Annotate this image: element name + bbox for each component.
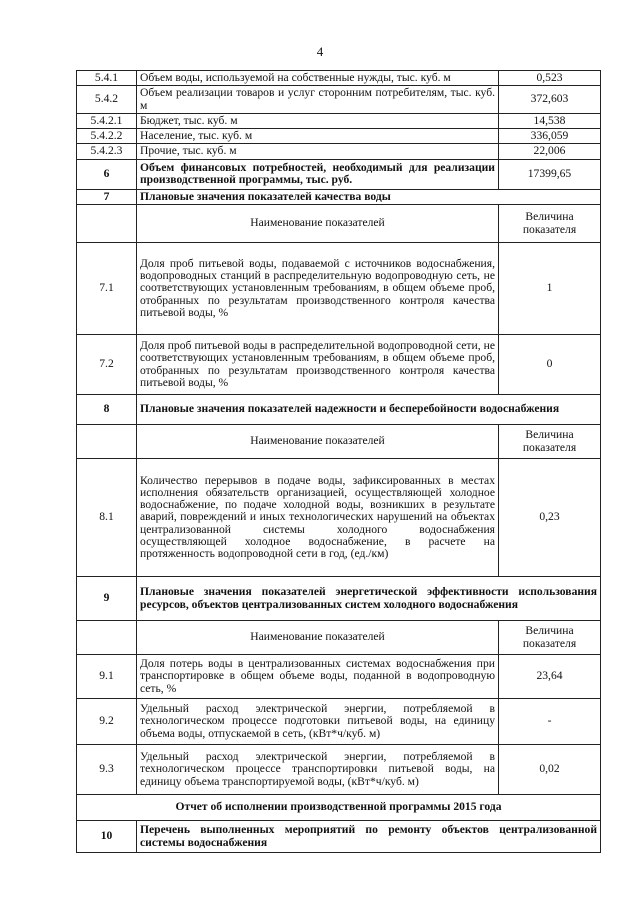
row-value: 336,059: [499, 129, 601, 144]
row-text: Объем воды, используемой на собственные нужды, тыс. куб. м: [137, 71, 499, 86]
table-row: [77, 71, 601, 86]
header-name: Наименование показателей: [137, 621, 499, 655]
row-number: 9.2: [77, 699, 137, 745]
row-number: 5.4.2.2: [77, 129, 137, 144]
header-value: Величина показателя: [499, 425, 601, 459]
header-name: Наименование показателей: [137, 425, 499, 459]
section-number: 9: [77, 577, 137, 621]
section-title: Плановые значения показателей энергетической эффективности использования ресурсов, объектов централизованных систем холодного водоснабжения: [137, 577, 601, 621]
report-title: Отчет об исполнении производственной программы 2015 года: [77, 795, 601, 821]
column-header-row: [77, 621, 601, 655]
row-value: 23,64: [499, 655, 601, 699]
table-row: [77, 459, 601, 577]
column-header-row: [77, 205, 601, 243]
row-value: 0: [499, 335, 601, 395]
column-header-row: [77, 425, 601, 459]
table-row: [77, 144, 601, 159]
page-number: 4: [316, 44, 324, 59]
section-title: Перечень выполненных мероприятий по ремонту объектов централизованной системы водоснабжения: [137, 821, 601, 853]
section-title: Плановые значения показателей качества воды: [137, 189, 601, 204]
table-row: [77, 129, 601, 144]
row-value: 17399,65: [499, 159, 601, 189]
row-value: 22,006: [499, 144, 601, 159]
row-text: Доля проб питьевой воды, подаваемой с источников водоснабжения, водопроводных станций в распределительную водопроводную сеть, не соответствующих установленным требованиям, в общем объеме проб, отобранных по результатам производственного контроля качества питьевой воды, %: [137, 243, 499, 335]
row-number: 5.4.2.3: [77, 144, 137, 159]
table-row: [77, 243, 601, 335]
row-text: Доля потерь воды в централизованных системах водоснабжения при транспортировке в общем объеме воды, поданной в водопроводную сеть, %: [137, 655, 499, 699]
row-number: 8.1: [77, 459, 137, 577]
report-title-row: [77, 795, 601, 821]
section-heading-row: [77, 395, 601, 425]
section-number: 8: [77, 395, 137, 425]
row-text: Количество перерывов в подаче воды, зафиксированных в местах исполнения обязательств организацией, осуществляющей холодное водоснабжение, по подаче холодной воды, возникших в результате аварий, повреждений и иных технологических нарушений на объектах централизованной системы холодного водоснабжения осуществляющей холодное водоснабжение, в расчете на протяженность водопроводной сети в год, (ед./км): [137, 459, 499, 577]
section-heading-row: [77, 577, 601, 621]
table-row: [77, 113, 601, 128]
section-number: 7: [77, 189, 137, 204]
row-text: Объем реализации товаров и услуг сторонним потребителям, тыс. куб. м: [137, 86, 499, 114]
row-number: 6: [77, 159, 137, 189]
row-text: Удельный расход электрической энергии, потребляемой в технологическом процессе подготовки питьевой воды, на единицу объема воды, отпускаемой в сеть, (кВт*ч/куб. м): [137, 699, 499, 745]
header-name: Наименование показателей: [137, 205, 499, 243]
table-row: [77, 159, 601, 189]
table-row: [77, 335, 601, 395]
row-text: Объем финансовых потребностей, необходимый для реализации производственной программы, тыс. руб.: [137, 159, 499, 189]
production-program-table: [76, 70, 601, 853]
row-value: 372,603: [499, 86, 601, 114]
row-text: Бюджет, тыс. куб. м: [137, 113, 499, 128]
row-number: 5.4.2: [77, 86, 137, 114]
row-value: 14,538: [499, 113, 601, 128]
table-row: [77, 745, 601, 795]
table-row: [77, 699, 601, 745]
section-heading-row: [77, 189, 601, 204]
row-value: 0,02: [499, 745, 601, 795]
table-row: [77, 655, 601, 699]
section-number: 10: [77, 821, 137, 853]
row-text: Население, тыс. куб. м: [137, 129, 499, 144]
row-value: -: [499, 699, 601, 745]
row-number: 5.4.2.1: [77, 113, 137, 128]
section-heading-row: [77, 821, 601, 853]
row-number: 7.2: [77, 335, 137, 395]
section-title: Плановые значения показателей надежности и бесперебойности водоснабжения: [137, 395, 601, 425]
row-text: Прочие, тыс. куб. м: [137, 144, 499, 159]
row-value: 1: [499, 243, 601, 335]
table-row: [77, 86, 601, 114]
row-text: Доля проб питьевой воды в распределительной водопроводной сети, не соответствующих установленным требованиям, в общем объеме проб, отобранных по результатам производственного контроля качества питьевой воды, %: [137, 335, 499, 395]
row-number: 9.3: [77, 745, 137, 795]
row-value: 0,523: [499, 71, 601, 86]
row-number: 9.1: [77, 655, 137, 699]
header-value: Величина показателя: [499, 205, 601, 243]
row-number: 5.4.1: [77, 71, 137, 86]
row-value: 0,23: [499, 459, 601, 577]
row-text: Удельный расход электрической энергии, потребляемой в технологическом процессе транспортировки питьевой воды, на единицу объема транспортируемой воды, (кВт*ч/куб. м): [137, 745, 499, 795]
row-number: 7.1: [77, 243, 137, 335]
header-value: Величина показателя: [499, 621, 601, 655]
